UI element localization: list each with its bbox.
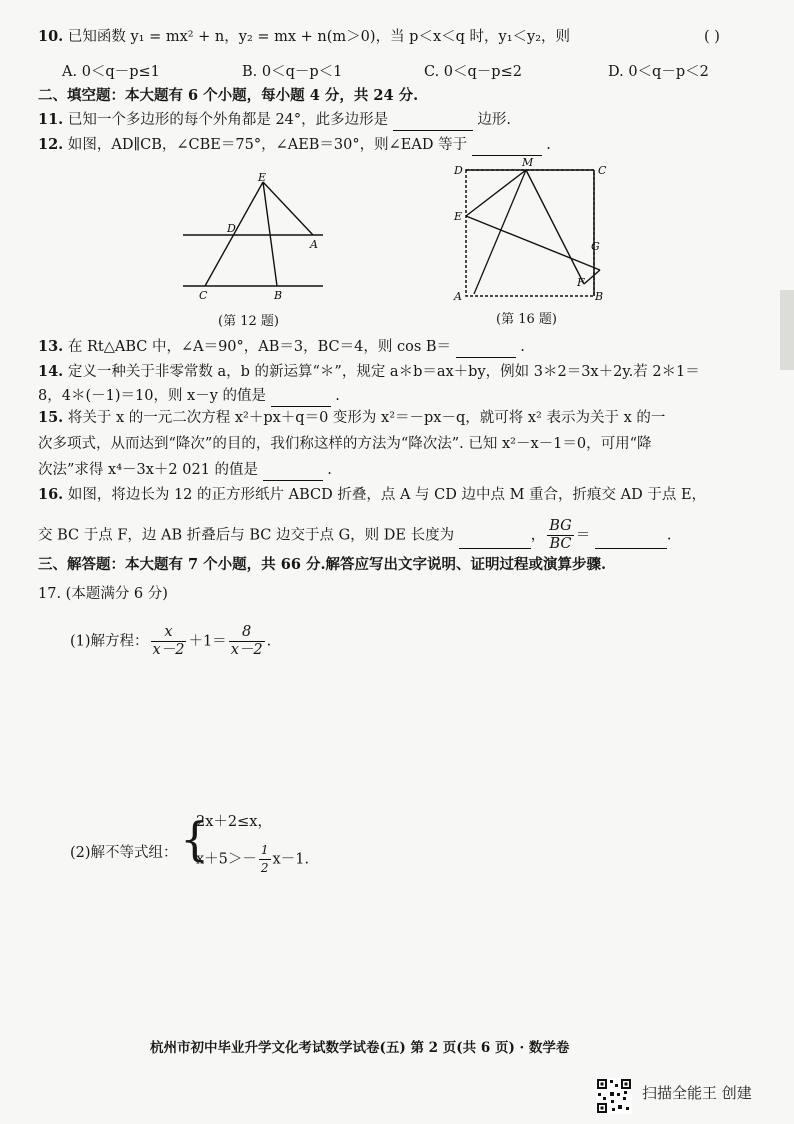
question-14	[38, 362, 700, 382]
label-d: D	[227, 222, 236, 235]
question-16-line2	[38, 518, 671, 553]
segment-ea	[263, 182, 313, 235]
answer-blank	[271, 386, 331, 407]
part-2-label: (2)解不等式组：	[70, 845, 178, 861]
question-10-stem: 已知函数 y₁ = mx² + n，y₂ = mx + n(m＞0)，当 p＜x＜q 时，y₁＜y₂，则	[67, 29, 571, 45]
question-16	[38, 485, 706, 505]
question-number: 13.	[38, 338, 64, 355]
label-b: B	[595, 290, 604, 303]
question-15-end: .	[327, 462, 332, 478]
label-c: C	[598, 164, 607, 177]
part-1-label: (1)解方程：	[70, 633, 149, 650]
question-number: 14.	[38, 363, 64, 380]
scan-edge-shadow	[780, 290, 794, 370]
fraction-one-half	[259, 842, 271, 877]
page-footer: 杭州市初中毕业升学文化考试数学试卷(五) 第 2 页(共 6 页) · 数学卷	[150, 1040, 570, 1056]
equals-sign: ＝	[575, 527, 591, 544]
label-e: E	[258, 172, 267, 184]
fraction-numerator: 1	[259, 842, 271, 860]
figure-16-diagram	[450, 158, 610, 306]
label-a: A	[454, 290, 462, 303]
segment-am	[474, 170, 526, 294]
question-14-text: 8，4＊(－1)＝10，则 x－y 的值是	[38, 388, 267, 404]
question-10	[38, 27, 570, 47]
label-m: M	[522, 158, 534, 169]
inequality-2	[196, 842, 309, 877]
fraction-denominator: 2	[260, 861, 269, 875]
question-13-end: .	[520, 339, 525, 355]
segment-eb	[263, 182, 277, 286]
question-16-text: 交 BC 于点 F，边 AB 折叠后与 BC 边交于点 G，则 DE 长度为	[38, 527, 455, 544]
segment-folded-b	[584, 270, 600, 284]
fold-line-ef	[466, 216, 600, 270]
fraction-denominator: BC	[549, 536, 572, 552]
question-12-text: 如图，AD∥CB，∠CBE＝75°，∠AEB＝30°，则∠EAD 等于	[67, 137, 468, 153]
answer-blank-de	[459, 524, 531, 549]
figure-12-diagram	[175, 172, 325, 307]
figure-12-caption: (第 12 题)	[218, 314, 279, 329]
question-16-line1: 如图，将边长为 12 的正方形纸片 ABCD 折叠，点 A 与 CD 边中点 M 重合，折痕交 AD 于点 E，	[67, 487, 707, 503]
question-11-end: 边形.	[477, 112, 511, 128]
question-number: 10.	[38, 28, 64, 45]
figure-16-caption: (第 16 题)	[496, 312, 557, 327]
fraction-bg-bc	[547, 518, 574, 553]
label-a: A	[310, 238, 318, 251]
fraction-denominator: x－2	[230, 642, 263, 658]
inequality-2-right: x－1.	[272, 851, 310, 868]
question-14-line2	[38, 386, 340, 407]
option-b: B. 0＜q－p＜1	[242, 64, 343, 80]
question-12	[38, 135, 551, 156]
fraction-numerator: x	[151, 624, 187, 642]
equation-middle: ＋1＝	[188, 633, 227, 650]
question-number: 12.	[38, 136, 64, 153]
question-16-end: .	[666, 527, 672, 544]
fraction-numerator: 8	[229, 624, 265, 642]
scanner-watermark: 扫描全能王 创建	[642, 1084, 752, 1102]
label-b: B	[274, 289, 283, 302]
fraction-denominator: x－2	[152, 642, 185, 658]
label-c: C	[199, 289, 208, 302]
inequality-1: 2x＋2≤x，	[196, 814, 272, 830]
question-15-line3	[38, 460, 332, 481]
question-15-text: 次法”求得 x⁴－3x＋2 021 的值是	[38, 462, 259, 478]
question-15-line1: 将关于 x 的一元二次方程 x²＋px＋q＝0 变形为 x²＝－px－q，就可将 x² 表示为关于 x 的一	[67, 410, 666, 426]
option-d: D. 0＜q－p＜2	[608, 64, 709, 80]
square-abcd	[466, 170, 594, 296]
question-11-text: 已知一个多边形的每个外角都是 24°，此多边形是	[67, 112, 389, 128]
question-13	[38, 337, 525, 358]
fraction-numerator: BG	[549, 518, 572, 534]
label-f: F	[577, 276, 585, 289]
label-d: D	[454, 164, 463, 177]
question-11	[38, 110, 511, 131]
option-c: C. 0＜q－p≤2	[424, 64, 522, 80]
answer-blank	[393, 110, 473, 131]
segment-mf	[526, 170, 584, 284]
option-a: A. 0＜q－p≤1	[62, 64, 160, 80]
question-number: 11.	[38, 111, 64, 128]
answer-blank	[456, 337, 516, 358]
label-g: G	[591, 240, 600, 253]
fraction-x-over-x-minus-2	[151, 624, 187, 659]
answer-blank-ratio	[595, 524, 667, 549]
answer-paren: ( )	[704, 29, 720, 45]
question-17-head: 17. (本题满分 6 分)	[38, 586, 168, 602]
fraction-8-over-x-minus-2	[229, 624, 265, 659]
qr-code-icon	[596, 1078, 632, 1114]
answer-blank	[263, 460, 323, 481]
system-brace: {	[180, 812, 210, 866]
question-17-part1	[70, 624, 271, 659]
section-3-heading: 三、解答题：本大题有 7 个小题，共 66 分.解答应写出文字说明、证明过程或演算步骤.	[38, 556, 607, 573]
question-15	[38, 408, 665, 428]
answer-blank	[472, 135, 542, 156]
comma: ，	[530, 527, 546, 544]
question-number: 15.	[38, 409, 64, 426]
label-e: E	[454, 210, 463, 223]
question-15-line2: 次多项式，从而达到“降次”的目的，我们称这样的方法为“降次法”. 已知 x²－x－1＝0，可用“降	[38, 436, 652, 452]
question-14-end: .	[335, 388, 340, 404]
question-number: 16.	[38, 486, 64, 503]
question-12-end: .	[546, 137, 551, 153]
inequality-2-left: x＋5＞－	[196, 851, 257, 868]
equation-end: .	[266, 633, 272, 650]
question-14-line1: 定义一种关于非零常数 a，b 的新运算“＊”，规定 a＊b＝ax＋by，例如 3＊2＝3x＋2y.若 2＊1＝	[67, 364, 700, 380]
question-13-text: 在 Rt△ABC 中，∠A＝90°，AB＝3，BC＝4，则 cos B＝	[67, 339, 452, 355]
section-2-heading: 二、填空题：本大题有 6 个小题，每小题 4 分，共 24 分.	[38, 87, 419, 104]
